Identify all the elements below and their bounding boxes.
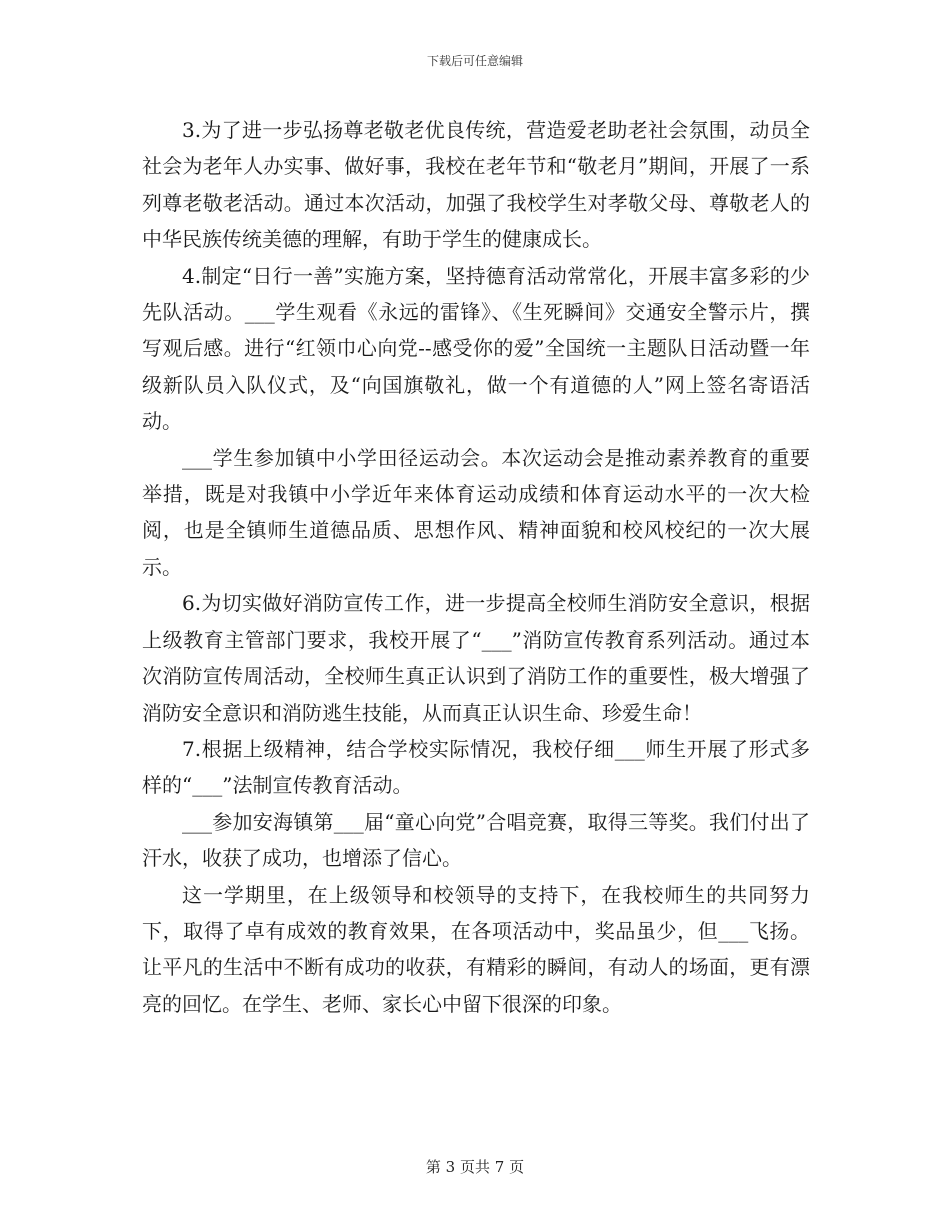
- paragraph-7: 7.根据上级精神，结合学校实际情况，我校仔细___师生开展了形式多样的“___”法制宣传教育活动。: [142, 736, 810, 798]
- paragraph-6: 6.为切实做好消防宣传工作，进一步提高全校师生消防安全意识，根据上级教育主管部门要求，我校开展了“___”消防宣传教育系列活动。通过本次消防宣传周活动，全校师生真正认识到了消防工作的重要性，极大增强了消防安全意识和消防逃生技能，从而真正认识生命、珍爱生命！: [142, 591, 810, 725]
- paragraph-summary: 这一学期里，在上级领导和校领导的支持下，在我校师生的共同努力下，取得了卓有成效的教育效果，在各项活动中，奖品虽少，但___飞扬。让平凡的生活中不断有成功的收获，有精彩的瞬间，有动人的场面，更有漂亮的回忆。在学生、老师、家长心中留下很深的印象。: [142, 882, 810, 1016]
- paragraph-3: 3.为了进一步弘扬尊老敬老优良传统，营造爱老助老社会氛围，动员全社会为老年人办实事、做好事，我校在老年节和“敬老月”期间，开展了一系列尊老敬老活动。通过本次活动，加强了我校学生对孝敬父母、尊敬老人的中华民族传统美德的理解，有助于学生的健康成长。: [142, 118, 810, 252]
- page-footer: 第 3 页共 7 页: [425, 1158, 525, 1176]
- paragraph-4: 4.制定“日行一善”实施方案，坚持德育活动常常化，开展丰富多彩的少先队活动。___学生观看《永远的雷锋》、《生死瞬间》交通安全警示片，撰写观后感。进行“红领巾心向党--感受你的爱”全国统一主题队日活动暨一年级新队员入队仪式，及“向国旗敬礼，做一个有道德的人”网上签名寄语活动。: [142, 263, 810, 434]
- page-header: 下载后可任意编辑: [426, 54, 523, 68]
- document-body: [142, 112, 810, 1022]
- paragraph-8: ___参加安海镇第___届“童心向党”合唱竞赛，取得三等奖。我们付出了汗水，收获了成功，也增添了信心。: [142, 809, 810, 871]
- paragraph-5: ___学生参加镇中小学田径运动会。本次运动会是推动素养教育的重要举措，既是对我镇中小学近年来体育运动成绩和体育运动水平的一次大检阅，也是全镇师生道德品质、思想作风、精神面貌和校风校纪的一次大展示。: [142, 445, 810, 579]
